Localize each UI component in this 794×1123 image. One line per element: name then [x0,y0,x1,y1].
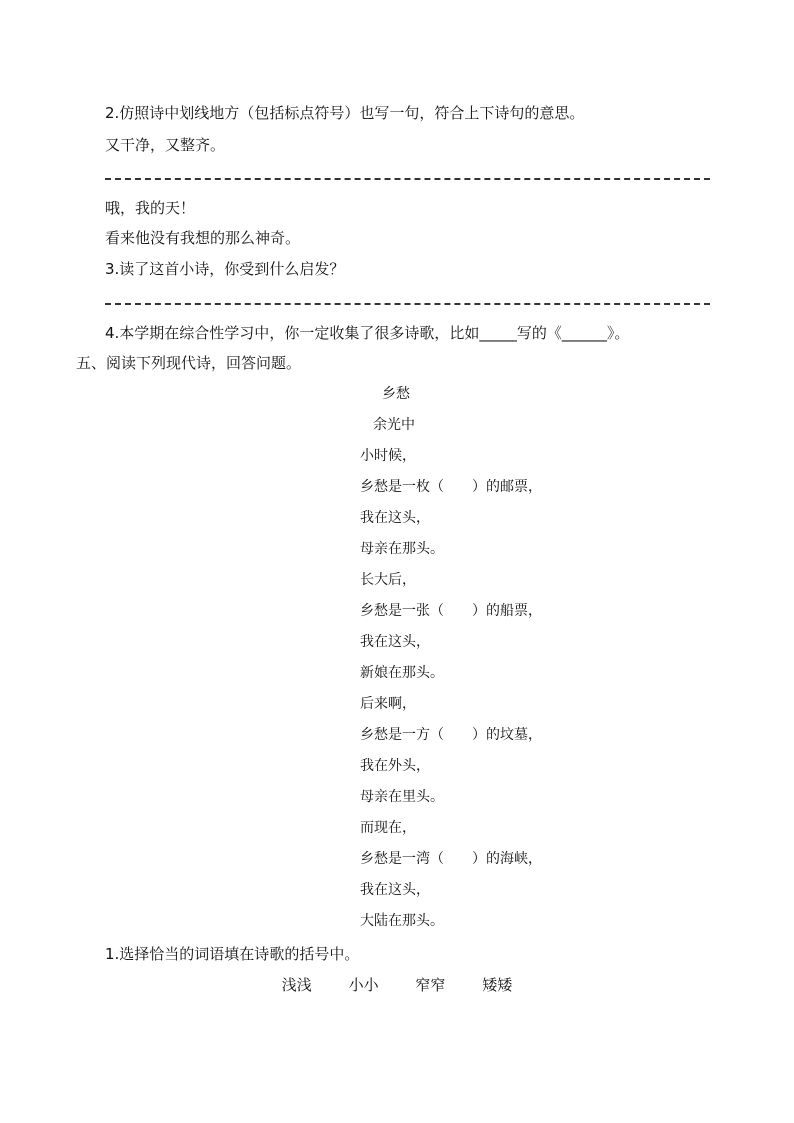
poem-line-not-magic: 看来他没有我想的那么神奇。 [105,229,301,247]
poem-line: 大陆在那头。 [360,913,444,929]
poem-line: 新娘在那头。 [360,665,444,681]
section-heading: 五、阅读下列现代诗，回答问题。 [76,354,302,372]
poem-line: 我在外头， [360,758,430,774]
word-option: 小小 [348,976,379,994]
word-option: 矮矮 [482,976,513,994]
poem-line: 我在这头， [360,510,430,526]
example-sentence: 又干净，又整齐。 [105,136,226,154]
poem-line: 我在这头， [360,634,430,650]
answer-line-1 [105,178,710,180]
poem-line: 我在这头， [360,882,430,898]
poem-line: 乡愁是一方（ ）的坟墓， [360,727,542,743]
answer-line-2 [105,303,710,305]
question-4: 4.本学期在综合性学习中，你一定收集了很多诗歌，比如_____写的《______》。 [105,324,630,342]
poem-line: 乡愁是一枚（ ）的邮票， [360,479,542,495]
poem-author: 余光中 [373,417,415,433]
poem-line: 乡愁是一张（ ）的船票， [360,603,542,619]
poem-line: 长大后， [360,572,416,588]
question-2: 2.仿照诗中划线地方（包括标点符号）也写一句，符合上下诗句的意思。 [105,104,585,122]
word-option: 窄窄 [415,976,446,994]
poem-line-oh: 哦，我的天！ [105,199,196,217]
word-options [0,975,794,995]
poem-line: 后来啊， [360,696,416,712]
question-3: 3.读了这首小诗，你受到什么启发？ [105,260,345,278]
poem-line: 小时候， [360,448,416,464]
poem-line: 乡愁是一湾（ ）的海峡， [360,851,542,867]
question-1: 1.选择恰当的词语填在诗歌的括号中。 [105,945,360,963]
poem-line: 母亲在里头。 [360,789,444,805]
poem-line: 而现在， [360,820,416,836]
poem-line: 母亲在那头。 [360,541,444,557]
word-option: 浅浅 [281,976,312,994]
poem-title: 乡愁 [382,386,410,402]
